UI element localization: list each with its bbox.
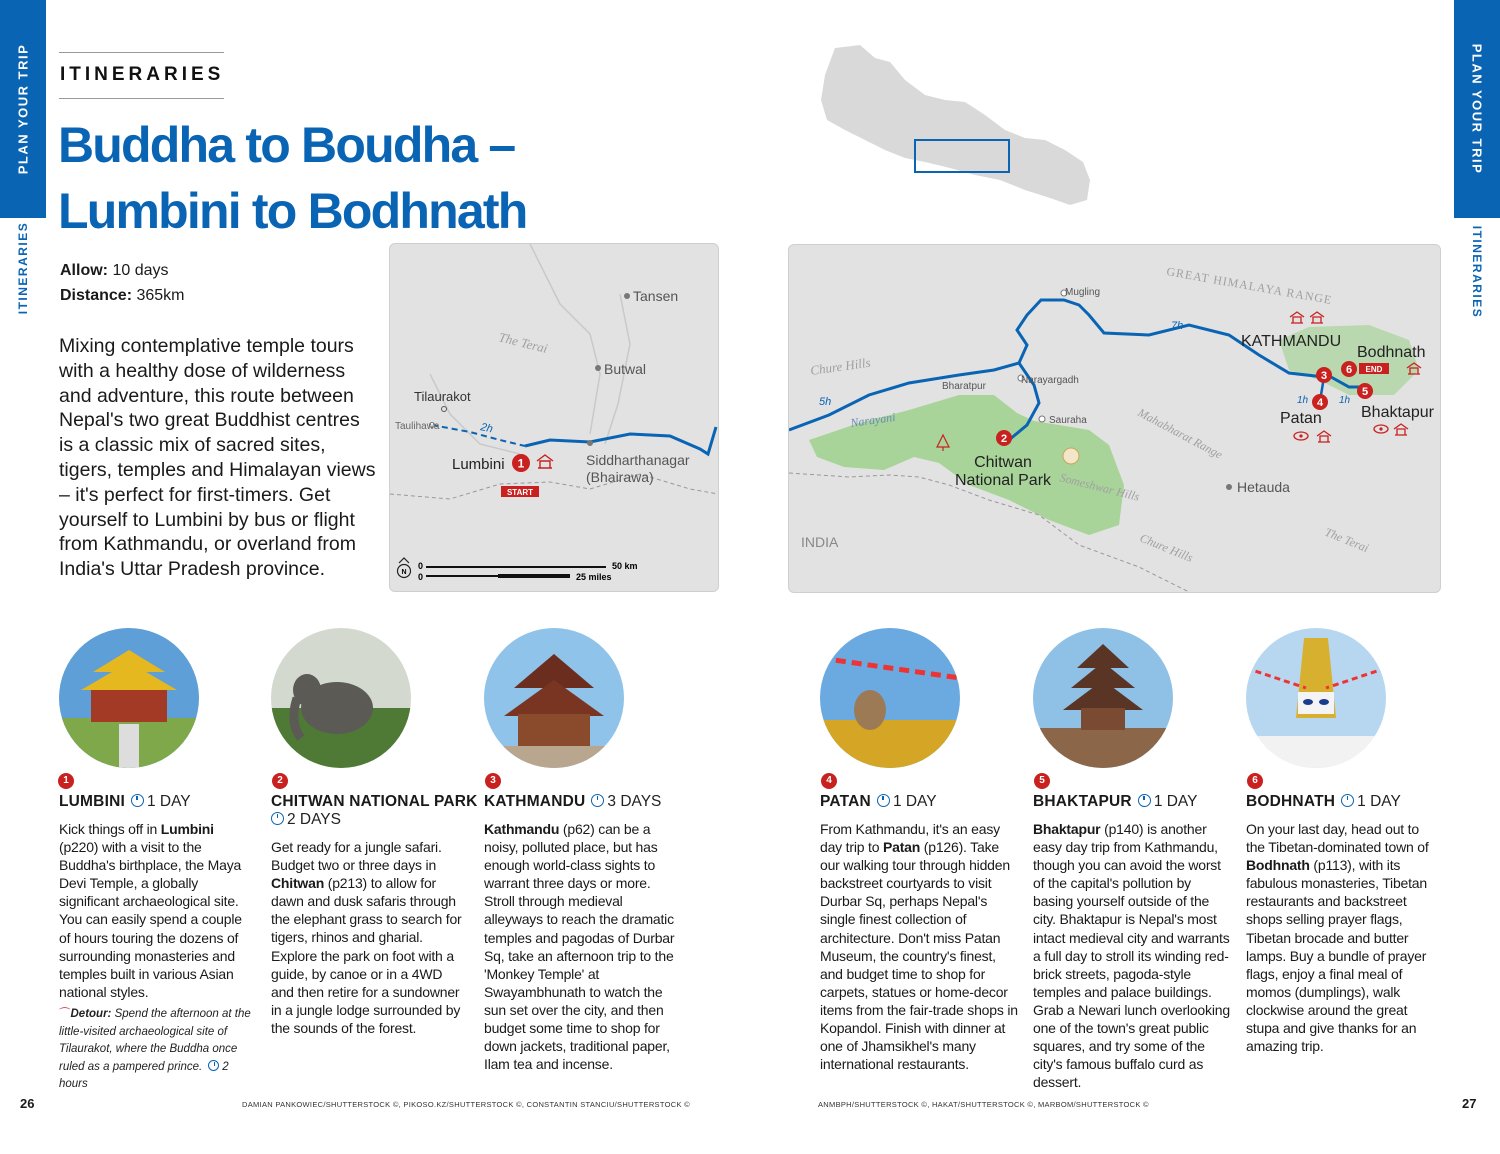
label-time-1h-b: 1h xyxy=(1339,395,1351,406)
route-line xyxy=(525,427,716,454)
temple-icon xyxy=(1317,431,1331,442)
photo-chitwan-elephant xyxy=(271,628,411,768)
plan-your-trip-tab-label: PLAN YOUR TRIP xyxy=(1469,43,1485,175)
plan-your-trip-tab-left[interactable] xyxy=(0,0,46,218)
stop-description-5 xyxy=(1033,820,1233,1091)
allow-value: 10 days xyxy=(108,262,169,279)
north-label: N xyxy=(401,569,407,576)
text: (p126). Take our walking tour through hidden backstreet courtyards to visit Durbar Sq, perhaps Nepal's single finest collection of architecture. Don't miss Patan Museum, the country's finest, and budget time to shop for carpets, statues or home-decor items from the fair-trade shops in Kopandol. Finish with dinner at one of Jhamsikhel's many international restaurants. xyxy=(820,839,1018,1073)
label-bhaktapur: Bhaktapur xyxy=(1361,404,1434,421)
route-map-east xyxy=(788,244,1441,593)
north-arrow-tip xyxy=(399,558,409,563)
stop-description-1 xyxy=(59,820,254,1001)
route-map-east-svg xyxy=(789,245,1440,592)
tansen-dot xyxy=(624,293,630,299)
temple-icon xyxy=(537,455,553,468)
clock-icon xyxy=(1138,794,1151,807)
route-map-west-svg xyxy=(390,244,718,591)
text: (p113), with its fabulous monasteries, Tibetan restaurants and backstreet shops selling prayer flags, Tibetan brocade and butter lamps. Buy a bundle of prayer flags, enjoy a final meal of momos (dumplings), walk clockwise around the great stupa and give thanks for an amazing trip. xyxy=(1246,857,1427,1055)
label-chure-hills-2: Chure Hills xyxy=(1137,530,1195,565)
photo-bodhnath-stupa xyxy=(1246,628,1386,768)
scale-mi-zero: 0 xyxy=(418,572,424,582)
stop-description-3 xyxy=(484,820,682,1073)
stop-number-6: 6 xyxy=(1247,773,1263,789)
label-chitwan-1: Chitwan xyxy=(974,454,1032,471)
distance-value: 365km xyxy=(132,287,185,304)
temple-icon xyxy=(1310,312,1324,323)
plan-your-trip-tab-right[interactable] xyxy=(1454,0,1500,218)
text: On your last day, head out to the Tibetan-dominated town of xyxy=(1246,821,1429,856)
stop-heading-2 xyxy=(271,793,478,829)
clock-icon xyxy=(877,794,890,807)
label-butwal: Butwal xyxy=(604,361,647,377)
stop-duration: 3 DAYS xyxy=(607,793,662,810)
stop-duration: 2 DAYS xyxy=(287,811,341,828)
label-tansen: Tansen xyxy=(633,288,679,304)
stop-description-6 xyxy=(1246,820,1441,1055)
start-label: START xyxy=(506,488,534,497)
label-sauraha: Sauraha xyxy=(1049,415,1087,426)
scale-bar xyxy=(398,558,638,582)
label-mugling: Mugling xyxy=(1065,287,1101,298)
temple-icon xyxy=(1394,424,1408,435)
stop-heading-1 xyxy=(59,793,191,811)
text: (p140) is another easy day trip from Kathmandu, though you can avoid the worst of the capital's pollution by basing yourself outside of the city. Bhaktapur is Nepal's most intact medieval city and warrants a full day to stroll its winding red-brick streets, pagoda-style temples and palace buildings. Grab a Newari lunch overlooking one of the town's great public squares, and try some of the city's famous buffalo curd as dessert. xyxy=(1033,821,1230,1091)
label-time-2h: 2h xyxy=(479,421,494,436)
title-line-1: Buddha to Boudha – xyxy=(58,117,515,173)
text: (p220) with a visit to the Buddha's birthplace, the Maya Devi Temple, a globally significant archaeological site. You can easily spend a couple of hours touring the dozens of surrounding monasteries and temples built in various Asian national styles. xyxy=(59,839,242,1000)
label-hetauda: Hetauda xyxy=(1237,479,1290,495)
clock-icon xyxy=(208,1060,219,1071)
plan-your-trip-tab-label: PLAN YOUR TRIP xyxy=(15,43,31,175)
stop-description-4 xyxy=(820,820,1020,1073)
stop-duration: 1 DAY xyxy=(892,793,937,810)
detour-note xyxy=(59,1006,254,1094)
label-chure-hills: Chure Hills xyxy=(809,354,872,378)
stop-heading-4 xyxy=(820,793,937,811)
label-time-5h: 5h xyxy=(819,396,832,408)
stop-heading-6 xyxy=(1246,793,1401,811)
page-number-left: 26 xyxy=(20,1096,35,1111)
label-time-7h: 7h xyxy=(1171,320,1184,332)
stop-marker-5-num: 5 xyxy=(1361,386,1369,398)
stop-heading-3 xyxy=(484,793,661,811)
text-bold: Kathmandu xyxy=(484,821,560,837)
nepal-locator-map xyxy=(815,40,1105,220)
header-rule-top xyxy=(59,52,224,53)
park-emblem-icon xyxy=(1063,448,1079,464)
allow-row xyxy=(60,258,185,283)
scale-km-label: 50 km xyxy=(612,561,638,571)
stop-number-5: 5 xyxy=(1034,773,1050,789)
title-line-2: Lumbini to Bodhnath xyxy=(58,183,527,239)
text-bold: Bhaktapur xyxy=(1033,821,1101,837)
text: Get ready for a jungle safari. Budget two or three days in xyxy=(271,839,442,874)
header-rule-bottom xyxy=(59,98,224,99)
stop-duration: 1 DAY xyxy=(146,793,191,810)
photo-patan-monkey xyxy=(820,628,960,768)
stop-marker-4-num: 4 xyxy=(1316,397,1324,409)
label-lumbini: Lumbini xyxy=(452,456,505,473)
temple-icon xyxy=(1290,312,1304,323)
text: From Kathmandu, it's an easy day trip to xyxy=(820,821,1000,856)
stop-description-2 xyxy=(271,838,468,1037)
label-patan: Patan xyxy=(1280,410,1322,427)
detour-label: Detour: xyxy=(70,1008,112,1020)
nepal-outline xyxy=(821,45,1090,205)
label-mahabharat: Mahabharat Range xyxy=(1135,405,1225,462)
text-bold: Lumbini xyxy=(160,821,214,837)
label-tilaurakot: Tilaurakot xyxy=(414,389,471,404)
itineraries-section-tab-left[interactable]: ITINERARIES xyxy=(16,221,30,315)
text: (p213) to allow for dawn and dusk safaris through the elephant grass to search for tigers, rhinos and gharial. Explore the park on foot with a guide, by canoe or in a 4WD and then retire for a sundowner in a jungle lodge surrounded by the sounds of the forest. xyxy=(271,875,462,1036)
intro-paragraph: Mixing contemplative temple tours with a healthy dose of wilderness and adventure, this route between Nepal's two great Buddhist centres is a classic mix of sacred sites, tigers, temples and Himalayan views – it's perfect for first-timers. Get yourself to Lumbini by bus or flight from Kathmandu, or overland from India's Uttar Pradesh province. xyxy=(59,335,376,581)
label-chitwan-2: National Park xyxy=(954,472,1052,489)
label-bharatpur: Bharatpur xyxy=(942,381,986,392)
label-taulihawa: Taulihawa xyxy=(395,421,440,432)
label-bhairawa: (Bhairawa) xyxy=(586,469,654,485)
road-grey-3 xyxy=(430,374,520,454)
viewpoint-icon xyxy=(1294,432,1308,440)
stop-marker-2-num: 2 xyxy=(1000,433,1008,445)
page-title xyxy=(58,112,526,244)
label-kathmandu: KATHMANDU xyxy=(1241,333,1342,350)
photo-credit-left: DAMIAN PANKOWIEC/SHUTTERSTOCK ©, PIKOSO.KZ/SHUTTERSTOCK ©, CONSTANTIN STANCIU/SHUTTERSTOCK © xyxy=(242,1100,690,1109)
label-time-1h-a: 1h xyxy=(1297,395,1309,406)
photo-bhaktapur-pagoda xyxy=(1033,628,1173,768)
detour-time: 2 hours xyxy=(59,1060,229,1090)
scale-mi-label: 25 miles xyxy=(576,572,612,582)
tilaurakot-dot xyxy=(442,407,447,412)
page-number-right: 27 xyxy=(1462,1096,1477,1111)
clock-icon xyxy=(1341,794,1354,807)
stop-name: BODHNATH xyxy=(1246,793,1336,810)
clock-icon xyxy=(131,794,144,807)
text: (p62) can be a noisy, polluted place, but has enough world-class sights to warrant three days or more. Stroll through medieval alleyways to reach the dramatic temples and pagodas of Durbar Sq, take an afternoon trip to the 'Monkey Temple' at Swayambhunath to watch the sun set over the city, and then budget some time to shop for down jackets, traditional paper, Ilam tea and incense. xyxy=(484,821,675,1073)
border-line xyxy=(390,474,718,499)
label-narayani: Narayani xyxy=(849,409,897,430)
stop-name: KATHMANDU xyxy=(484,793,586,810)
section-label: ITINERARIES xyxy=(60,64,225,85)
stop-name: CHITWAN NATIONAL PARK xyxy=(271,793,478,810)
stop-heading-5 xyxy=(1033,793,1197,811)
stop-marker-3-num: 3 xyxy=(1320,370,1328,382)
butwal-dot xyxy=(595,365,601,371)
text-bold: Chitwan xyxy=(271,875,325,892)
label-terai: The Terai xyxy=(497,329,550,356)
trip-facts xyxy=(60,258,185,308)
hetauda-dot xyxy=(1226,484,1232,490)
siddharthanagar-dot xyxy=(587,440,593,446)
label-narayargadh: Narayargadh xyxy=(1021,375,1079,386)
stop-marker-1-num: 1 xyxy=(517,456,525,471)
stop-number-1: 1 xyxy=(58,773,74,789)
stop-number-3: 3 xyxy=(485,773,501,789)
route-map-west xyxy=(389,243,719,592)
distance-row xyxy=(60,283,185,308)
label-siddharthanagar: Siddharthanagar xyxy=(586,452,690,468)
itineraries-section-tab-right[interactable]: ITINERARIES xyxy=(1470,225,1484,319)
stop-marker-6-num: 6 xyxy=(1345,364,1353,376)
label-himalaya: GREAT HIMALAYA RANGE xyxy=(1165,264,1334,308)
stop-duration: 1 DAY xyxy=(1153,793,1198,810)
detour-text: Spend the afternoon at the little-visited archaeological site of Tilaurakot, where the Buddha once ruled as a pampered prince. xyxy=(59,1008,251,1073)
end-label: END xyxy=(1365,365,1383,374)
label-terai-east: The Terai xyxy=(1322,524,1371,555)
stop-number-4: 4 xyxy=(821,773,837,789)
clock-icon xyxy=(271,812,284,825)
label-india: INDIA xyxy=(801,534,839,550)
viewpoint-icon xyxy=(1374,425,1388,433)
stop-number-2: 2 xyxy=(272,773,288,789)
sauraha-dot xyxy=(1039,416,1045,422)
stop-duration: 1 DAY xyxy=(1357,793,1401,810)
label-bodhnath: Bodhnath xyxy=(1357,344,1426,361)
scale-km-zero: 0 xyxy=(418,561,424,571)
label-someshwar: Someshwar Hills xyxy=(1058,470,1141,504)
stop-name: LUMBINI xyxy=(59,793,125,810)
text: Kick things off in xyxy=(59,821,161,837)
text-bold: Bodhnath xyxy=(1246,857,1310,874)
detour-icon: ⌒ xyxy=(59,1008,71,1020)
allow-label: Allow: xyxy=(60,262,108,279)
photo-lumbini xyxy=(59,628,199,768)
photo-credit-right: ANMBPH/SHUTTERSTOCK ©, HAKAT/SHUTTERSTOCK ©, MARBOM/SHUTTERSTOCK © xyxy=(818,1100,1149,1109)
clock-icon xyxy=(591,794,604,807)
photo-kathmandu-temple xyxy=(484,628,624,768)
stop-name: PATAN xyxy=(820,793,871,810)
distance-label: Distance: xyxy=(60,287,133,304)
stop-name: BHAKTAPUR xyxy=(1033,793,1132,810)
text-bold: Patan xyxy=(882,839,921,856)
